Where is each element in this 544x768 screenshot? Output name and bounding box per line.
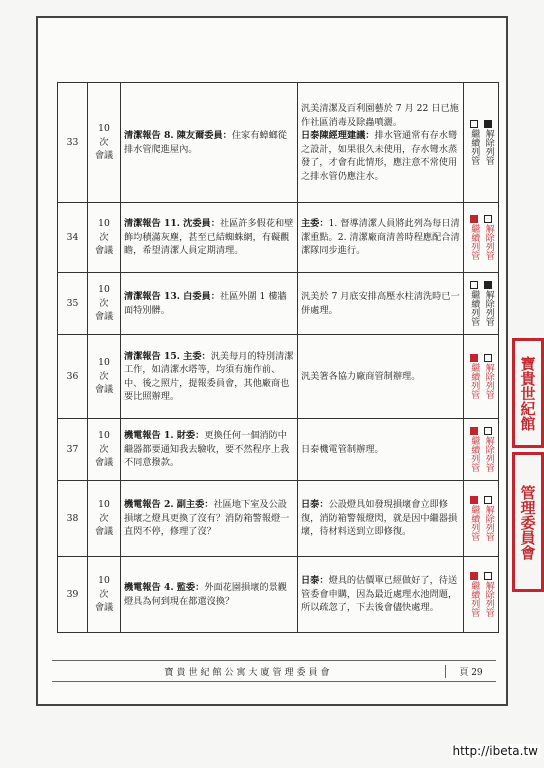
- response-cell: [298, 419, 464, 481]
- topic-lead: 機電報告 2. 副主委：: [124, 499, 214, 511]
- response-paragraph: [301, 370, 460, 384]
- topic-cell: [121, 335, 298, 419]
- minutes-table-body: [58, 83, 499, 633]
- close-tracking-option: [482, 354, 496, 399]
- meeting-session-line: 10: [98, 575, 110, 587]
- meeting-session-line: 會議: [94, 602, 114, 614]
- topic-text: 社區外圍 1 樓牆面特別髒。: [124, 291, 287, 316]
- continue-tracking-option: [467, 215, 481, 260]
- footer-page-number: 頁 29: [445, 665, 496, 678]
- response-cell: [298, 83, 464, 203]
- meeting-session-line: 10: [98, 218, 110, 230]
- topic-cell: [121, 83, 298, 203]
- continue-tracking-option: [467, 427, 481, 472]
- meeting-session-line: 次: [99, 588, 109, 600]
- checkbox-mark: [470, 427, 478, 435]
- response-lead: 日泰陳經理建議：: [301, 130, 375, 141]
- seal-text-upper: 寶貴世紀館: [518, 355, 537, 431]
- meeting-session: [88, 203, 121, 273]
- checkbox-mark: [470, 572, 478, 580]
- topic-cell: [121, 481, 298, 557]
- checkbox-mark: [470, 281, 478, 289]
- topic-text: 更換任何一個消防中繼器都要通知我去驗收，要不然程序上我不同意撥款。: [124, 430, 290, 469]
- table-row: [58, 203, 499, 273]
- checkbox-mark: [470, 120, 478, 128]
- checkbox-label: 繼續列管: [469, 363, 480, 399]
- checkbox-mark: [484, 281, 492, 289]
- continue-tracking-option: [467, 354, 481, 399]
- topic-cell: [121, 273, 298, 335]
- checkbox-mark: [484, 215, 492, 223]
- checkbox-label: 繼續列管: [469, 224, 480, 260]
- checkbox-label: 解除列管: [483, 290, 494, 326]
- meeting-session-line: 10: [98, 499, 110, 511]
- close-tracking-option: [482, 427, 496, 472]
- topic-text: 住家有蟑螂從排水管爬進屋內。: [124, 130, 287, 155]
- close-tracking-option: [482, 281, 496, 326]
- table-row: [58, 335, 499, 419]
- meeting-session-line: 會議: [94, 245, 114, 257]
- site-watermark: http://ibeta.tw: [452, 744, 538, 758]
- table-row: [58, 481, 499, 557]
- item-number: 38: [58, 481, 88, 557]
- response-text: 汎美箸各協力廠商管制辦理。: [301, 370, 421, 382]
- meeting-session: [88, 273, 121, 335]
- response-paragraph: [301, 443, 460, 457]
- item-number: 35: [58, 273, 88, 335]
- checkbox-label: 解除列管: [483, 129, 494, 165]
- seal-text-lower: 管理委員會: [518, 484, 537, 560]
- topic-cell: [121, 203, 298, 273]
- response-lead: 日泰：: [301, 575, 329, 587]
- meeting-session-line: 會議: [94, 311, 114, 323]
- page-footer: [52, 660, 496, 682]
- close-tracking-option: [482, 120, 496, 165]
- response-paragraph: [301, 574, 460, 615]
- red-seal-stamp: [512, 338, 544, 658]
- status-cell: [464, 273, 499, 335]
- response-cell: [298, 273, 464, 335]
- meeting-session: [88, 557, 121, 633]
- checkbox-mark: [484, 427, 492, 435]
- item-number: 39: [58, 557, 88, 633]
- table-row: [58, 557, 499, 633]
- response-text: 1. 督導清潔人員將此列為每日清潔重點。2. 清潔廠商清善時程應配合清潔隊同步進行。: [301, 218, 460, 257]
- meeting-session-line: 次: [99, 443, 109, 455]
- meeting-session-line: 10: [98, 123, 110, 135]
- topic-lead: 機電報告 1. 財委：: [124, 430, 205, 442]
- continue-tracking-option: [467, 572, 481, 617]
- item-number: 36: [58, 335, 88, 419]
- checkbox-mark: [484, 354, 492, 362]
- meeting-session-line: 10: [98, 357, 110, 369]
- item-number: 37: [58, 419, 88, 481]
- continue-tracking-option: [467, 281, 481, 326]
- response-paragraph: [301, 290, 460, 317]
- response-text: 公設燈具如發現損壞會立即修復，消防箱警報燈閃，就是因中繼器損壞，待材料送到立即修復。: [301, 499, 458, 538]
- status-cell: [464, 557, 499, 633]
- checkbox-mark: [470, 496, 478, 504]
- response-text: 汎美清潔及百利園藝於 7 月 22 日已施作社區消毒及除蟲噴灑。: [301, 103, 459, 128]
- meeting-session: [88, 481, 121, 557]
- meeting-session-line: 次: [99, 512, 109, 524]
- response-cell: [298, 557, 464, 633]
- meeting-session: [88, 419, 121, 481]
- footer-organization: 寶貴世紀館公寓大廈管理委員會: [164, 667, 333, 678]
- table-row: [58, 83, 499, 203]
- close-tracking-option: [482, 496, 496, 541]
- continue-tracking-option: [467, 120, 481, 165]
- continue-tracking-option: [467, 496, 481, 541]
- close-tracking-option: [482, 572, 496, 617]
- checkbox-label: 繼續列管: [469, 581, 480, 617]
- response-cell: [298, 335, 464, 419]
- meeting-session-line: 次: [99, 231, 109, 243]
- meeting-session-line: 10: [98, 284, 110, 296]
- checkbox-label: 解除列管: [483, 363, 494, 399]
- topic-cell: [121, 419, 298, 481]
- topic-text: 社區許多假花和壁飾均積滿灰塵，甚至已結蜘蛛網，有礙觀瞻，希望清潔人員定期清理。: [124, 218, 294, 257]
- table-row: [58, 419, 499, 481]
- checkbox-mark: [470, 354, 478, 362]
- topic-lead: 清潔報告 11. 沈委員：: [124, 218, 220, 230]
- response-text: 排水管通常有存水彎之設計，如果很久未使用，存水彎水蒸發了，才會有此情形，應注意不常使用之排水管仍應注水。: [301, 130, 458, 182]
- topic-text: 社區地下室及公設損壞之燈具更換了沒有？消防箱警報燈一直閃不停，修理了沒？: [124, 499, 290, 538]
- response-cell: [298, 203, 464, 273]
- response-lead: 主委：: [301, 218, 329, 230]
- response-lead: 日泰：: [301, 499, 329, 511]
- checkbox-mark: [484, 572, 492, 580]
- response-cell: [298, 481, 464, 557]
- meeting-session-line: 會議: [94, 150, 114, 162]
- meeting-session-line: 次: [99, 370, 109, 382]
- topic-text: 汎美每月的特別清潔工作，如清潔水塔等，均須有施作前、中、後之照片，提報委員會，其他廠商也要比照辦理。: [124, 350, 294, 402]
- response-text: 汎美於 7 月底安排高壓水柱清洗時已一併處理。: [301, 291, 460, 316]
- checkbox-label: 繼續列管: [469, 129, 480, 165]
- meeting-session-line: 會議: [94, 384, 114, 396]
- status-cell: [464, 481, 499, 557]
- checkbox-mark: [484, 496, 492, 504]
- response-paragraph: [301, 102, 460, 129]
- response-text: 燈具的估價單已經做好了，待送管委會申購，因為最近處理水池問題，所以疏忽了，下去後會儘快處理。: [301, 575, 458, 614]
- meeting-session: [88, 83, 121, 203]
- response-text: 日泰機電管制辦理。: [301, 443, 384, 455]
- close-tracking-option: [482, 215, 496, 260]
- status-cell: [464, 335, 499, 419]
- table-row: [58, 273, 499, 335]
- response-paragraph: [301, 217, 460, 258]
- status-cell: [464, 419, 499, 481]
- checkbox-label: 繼續列管: [469, 505, 480, 541]
- seal-lower: [512, 452, 544, 592]
- status-cell: [464, 83, 499, 203]
- checkbox-label: 繼續列管: [469, 290, 480, 326]
- checkbox-mark: [470, 215, 478, 223]
- minutes-table: [57, 82, 499, 633]
- topic-text: 外面花園損壞的景觀燈具為何到現在都還沒換？: [124, 582, 287, 607]
- meeting-session-line: 次: [99, 297, 109, 309]
- meeting-session-line: 次: [99, 136, 109, 148]
- item-number: 33: [58, 83, 88, 203]
- topic-lead: 機電報告 4. 監委：: [124, 582, 205, 593]
- item-number: 34: [58, 203, 88, 273]
- meeting-session-line: 會議: [94, 526, 114, 538]
- meeting-session-line: 10: [98, 430, 110, 442]
- meeting-session: [88, 335, 121, 419]
- response-paragraph: [301, 498, 460, 539]
- checkbox-label: 解除列管: [483, 581, 494, 617]
- response-paragraph: [301, 129, 460, 183]
- seal-upper: [512, 338, 544, 448]
- topic-lead: 清潔報告 8. 陳友爾委員：: [124, 130, 232, 141]
- topic-lead: 清潔報告 15. 主委：: [124, 350, 211, 362]
- topic-lead: 清潔報告 13. 白委員：: [124, 291, 220, 302]
- checkbox-mark: [484, 120, 492, 128]
- checkbox-label: 解除列管: [483, 436, 494, 472]
- checkbox-label: 繼續列管: [469, 436, 480, 472]
- meeting-session-line: 會議: [94, 457, 114, 469]
- checkbox-label: 解除列管: [483, 505, 494, 541]
- checkbox-label: 解除列管: [483, 224, 494, 260]
- topic-cell: [121, 557, 298, 633]
- status-cell: [464, 203, 499, 273]
